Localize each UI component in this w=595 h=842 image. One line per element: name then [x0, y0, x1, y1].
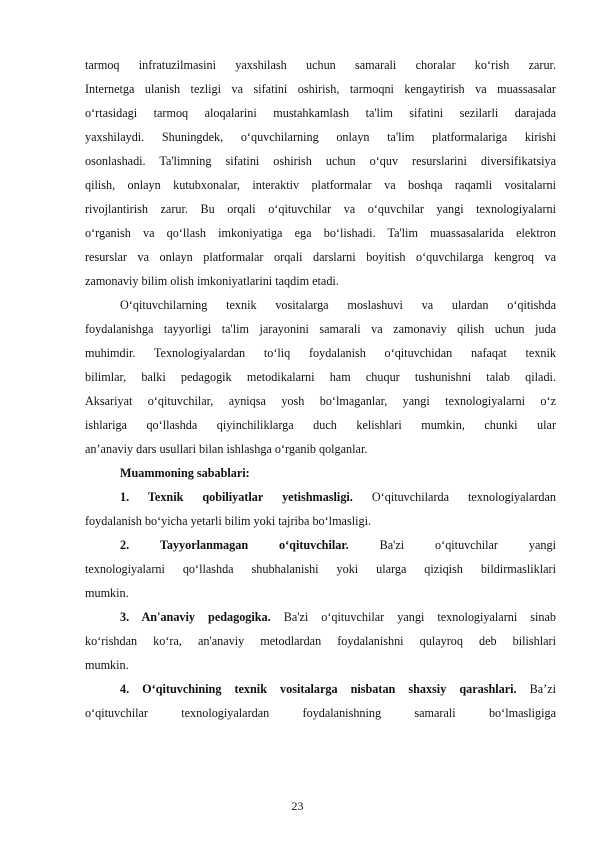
text-line: O‘qituvchilarning texnik vositalarga moslashuvi va ulardan o‘qitishda [120, 298, 556, 312]
text-line: mumkin. [85, 586, 129, 600]
text-line-row [85, 701, 556, 725]
cause-item-title: 3. An'anaviy pedagogika. [120, 610, 271, 624]
text-line: zamonaviy bilim olish imkoniyatlarini taqdim etadi. [85, 274, 339, 288]
text-line: rivojlantirish zarur. Bu orqali o‘qituvchilar va o‘quvchilar yangi texnologiyalarni [85, 202, 556, 216]
text-line: ko‘rishdan ko‘ra, an'anaviy metodlardan foydalanishni qulayroq deb bilishlari [85, 634, 556, 648]
cause-item-3 [85, 605, 556, 629]
text-line: osonlashadi. Ta'limning sifatini oshirish uchun o‘quv resurslarini diversifikatsiya [85, 154, 556, 168]
paragraph-teacher-adaptation [85, 293, 556, 437]
text-line: o‘rtasidagi tarmoq aloqalarini mustahkamlash ta'lim sifatini sezilarli darajada [85, 106, 556, 120]
paragraph-line-final [85, 581, 556, 605]
text-line: texnologiyalarni qo‘llashda shubhalanishi yoki ularga qiziqish bildirmasliklari [85, 562, 556, 576]
text-line-row [85, 629, 556, 653]
text-line: resurslar va onlayn platformalar orqali darslarni boyitish o‘quvchilarga kengroq va [85, 250, 556, 264]
text-line: foydalanishga tayyorligi ta'lim jarayonini samarali va zamonaviy qilish uchun juda [85, 322, 556, 336]
text-line: Ba'zi o‘qituvchilar yangi [379, 538, 556, 552]
text-line: tarmoq infratuzilmasini yaxshilash uchun samarali choralar ko‘rish zarur. [85, 58, 556, 72]
text-line: foydalanish bo‘yicha yetarli bilim yoki tajriba bo‘lmasligi. [85, 514, 372, 528]
text-line: bilimlar, balki pedagogik metodikalarni ham chuqur tushunishni talab qiladi. [85, 370, 556, 384]
text-line: mumkin. [85, 658, 129, 672]
text-line-row [85, 557, 556, 581]
cause-item-title: 4. O‘qituvchining texnik vositalarga nisbatan shaxsiy qarashlari. [120, 682, 517, 696]
text-line: yaxshilaydi. Shuningdek, o‘quvchilarning onlayn ta'lim platformalariga kirishi [85, 130, 556, 144]
cause-item-title: 2. Tayyorlanmagan o‘qituvchilar. [120, 538, 349, 552]
text-line: Ba’zi [529, 682, 556, 696]
text-line: Aksariyat o‘qituvchilar, ayniqsa yosh bo‘lmaganlar, yangi texnologiyalarni o‘z [85, 394, 556, 408]
page-body [85, 53, 556, 725]
text-line: Ba'zi o‘qituvchilar yangi texnologiyalarni sinab [283, 610, 556, 624]
cause-item-2 [85, 533, 556, 557]
page-number: 23 [291, 799, 304, 813]
section-heading: Muammoning sabablari: [120, 466, 250, 480]
cause-item-title: 1. Texnik qobiliyatlar yetishmasligi. [120, 490, 353, 504]
paragraph-network-infrastructure [85, 53, 556, 269]
text-line: Internetga ulanish tezligi va sifatini oshirish, tarmoqni kengaytirish va muassasalar [85, 82, 556, 96]
cause-item-4 [85, 677, 556, 701]
text-line: o‘rganish va qo‘llash imkoniyatiga ega bo‘lishadi. Ta'lim muassasalarida elektron [85, 226, 556, 240]
cause-item-1 [85, 485, 556, 509]
text-line: an’anaviy dars usullari bilan ishlashga o‘rganib qolganlar. [85, 442, 368, 456]
text-line: muhimdir. Texnologiyalardan to‘liq foydalanish o‘qituvchidan nafaqat texnik [85, 346, 556, 360]
text-line: qilish, onlayn kutubxonalar, interaktiv platformalar va boshqa raqamli vositalarni [85, 178, 556, 192]
text-line: ishlariga qo‘llashda qiyinchiliklarga duch kelishlari mumkin, chunki ular [85, 418, 556, 432]
text-line: o‘qituvchilar texnologiyalardan foydalanishning samarali bo‘lmasligiga [85, 706, 556, 720]
text-line: O‘qituvchilarda texnologiyalardan [371, 490, 557, 504]
paragraph-line-final [85, 269, 556, 293]
paragraph-line-final [85, 437, 556, 461]
paragraph-line-final [85, 509, 556, 533]
paragraph-line-final [85, 653, 556, 677]
